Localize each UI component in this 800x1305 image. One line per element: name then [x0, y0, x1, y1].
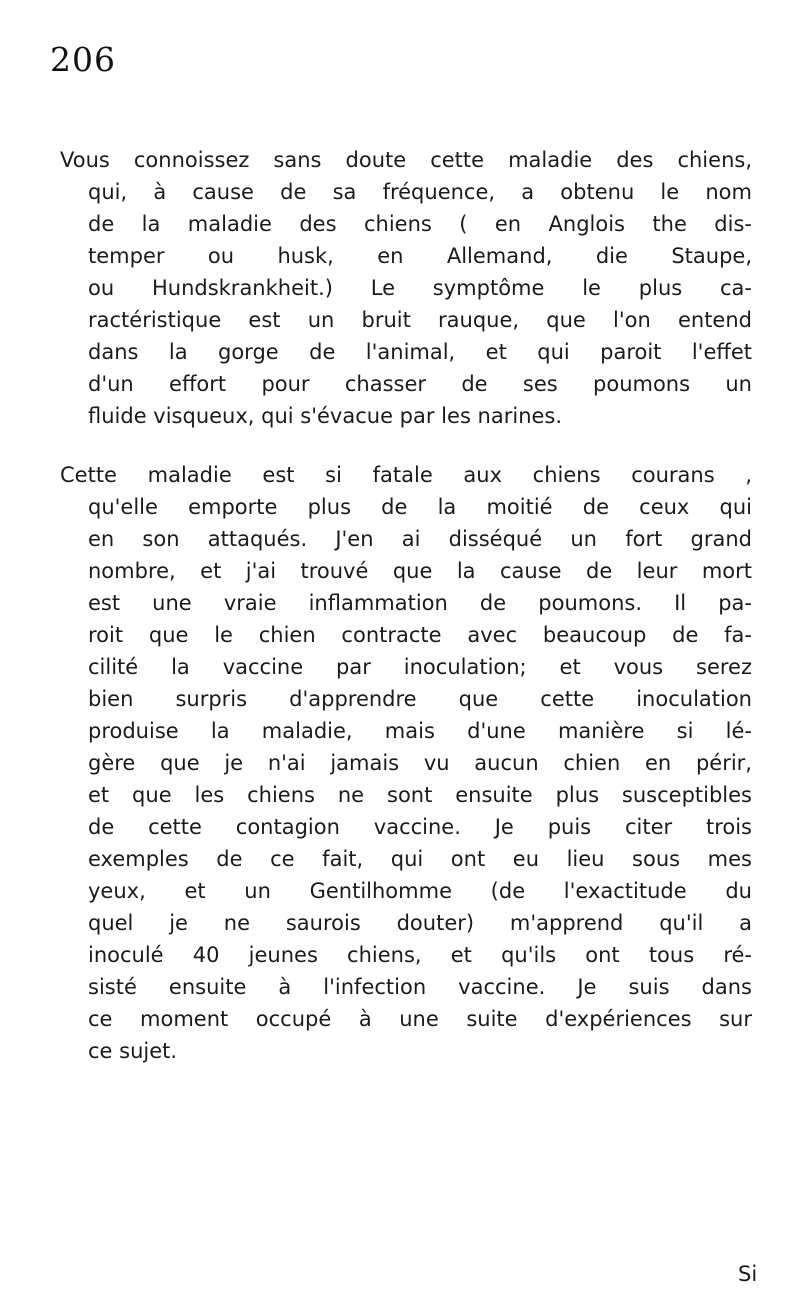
text-line: temper ou husk, en Allemand, die Staupe, — [88, 244, 752, 268]
text-line: ce moment occupé à une suite d'expériences sur — [88, 1007, 752, 1031]
text-line: nombre, et j'ai trouvé que la cause de leur mort — [88, 559, 752, 583]
text-line: ce sujet. — [88, 1039, 178, 1063]
text-line: qui, à cause de sa fréquence, a obtenu le nom — [88, 180, 752, 204]
text-line: quel je ne saurois douter) m'apprend qu'il a — [88, 911, 752, 935]
text-line: de cette contagion vaccine. Je puis citer trois — [88, 815, 752, 839]
text-line: d'un effort pour chasser de ses poumons un — [88, 372, 752, 396]
text-line: yeux, et un Gentilhomme (de l'exactitude du — [88, 879, 752, 903]
text-line: qu'elle emporte plus de la moitié de ceux qui — [88, 495, 752, 519]
page-number: 206 — [50, 40, 116, 79]
text-line: exemples de ce fait, qui ont eu lieu sous mes — [88, 847, 752, 871]
text-line: bien surpris d'apprendre que cette inoculation — [88, 687, 752, 711]
text-line: sisté ensuite à l'infection vaccine. Je suis dans — [88, 975, 752, 999]
text-line: roit que le chien contracte avec beaucoup de fa- — [88, 623, 752, 647]
text-line: cilité la vaccine par inoculation; et vous serez — [88, 655, 752, 679]
text-line: est une vraie inflammation de poumons. Il pa- — [88, 591, 752, 615]
text-line: ractéristique est un bruit rauque, que l'on entend — [88, 308, 752, 332]
text-line: de la maladie des chiens ( en Anglois the dis- — [88, 212, 752, 236]
text-line: gère que je n'ai jamais vu aucun chien en périr, — [88, 751, 752, 775]
text-line: Cette maladie est si fatale aux chiens courans , — [60, 463, 752, 487]
text-line: Vous connoissez sans doute cette maladie des chiens, — [60, 148, 752, 172]
text-line: et que les chiens ne sont ensuite plus susceptibles — [88, 783, 752, 807]
text-line: dans la gorge de l'animal, et qui paroit l'effet — [88, 340, 752, 364]
text-line: inoculé 40 jeunes chiens, et qu'ils ont tous ré- — [88, 943, 752, 967]
text-line: en son attaqués. J'en ai disséqué un fort grand — [88, 527, 752, 551]
catchword: Si — [738, 1262, 758, 1286]
text-line: ou Hundskrankheit.) Le symptôme le plus ca- — [88, 276, 752, 300]
text-line: fluide visqueux, qui s'évacue par les narines. — [88, 404, 563, 428]
text-line: produise la maladie, mais d'une manière si lé- — [88, 719, 752, 743]
